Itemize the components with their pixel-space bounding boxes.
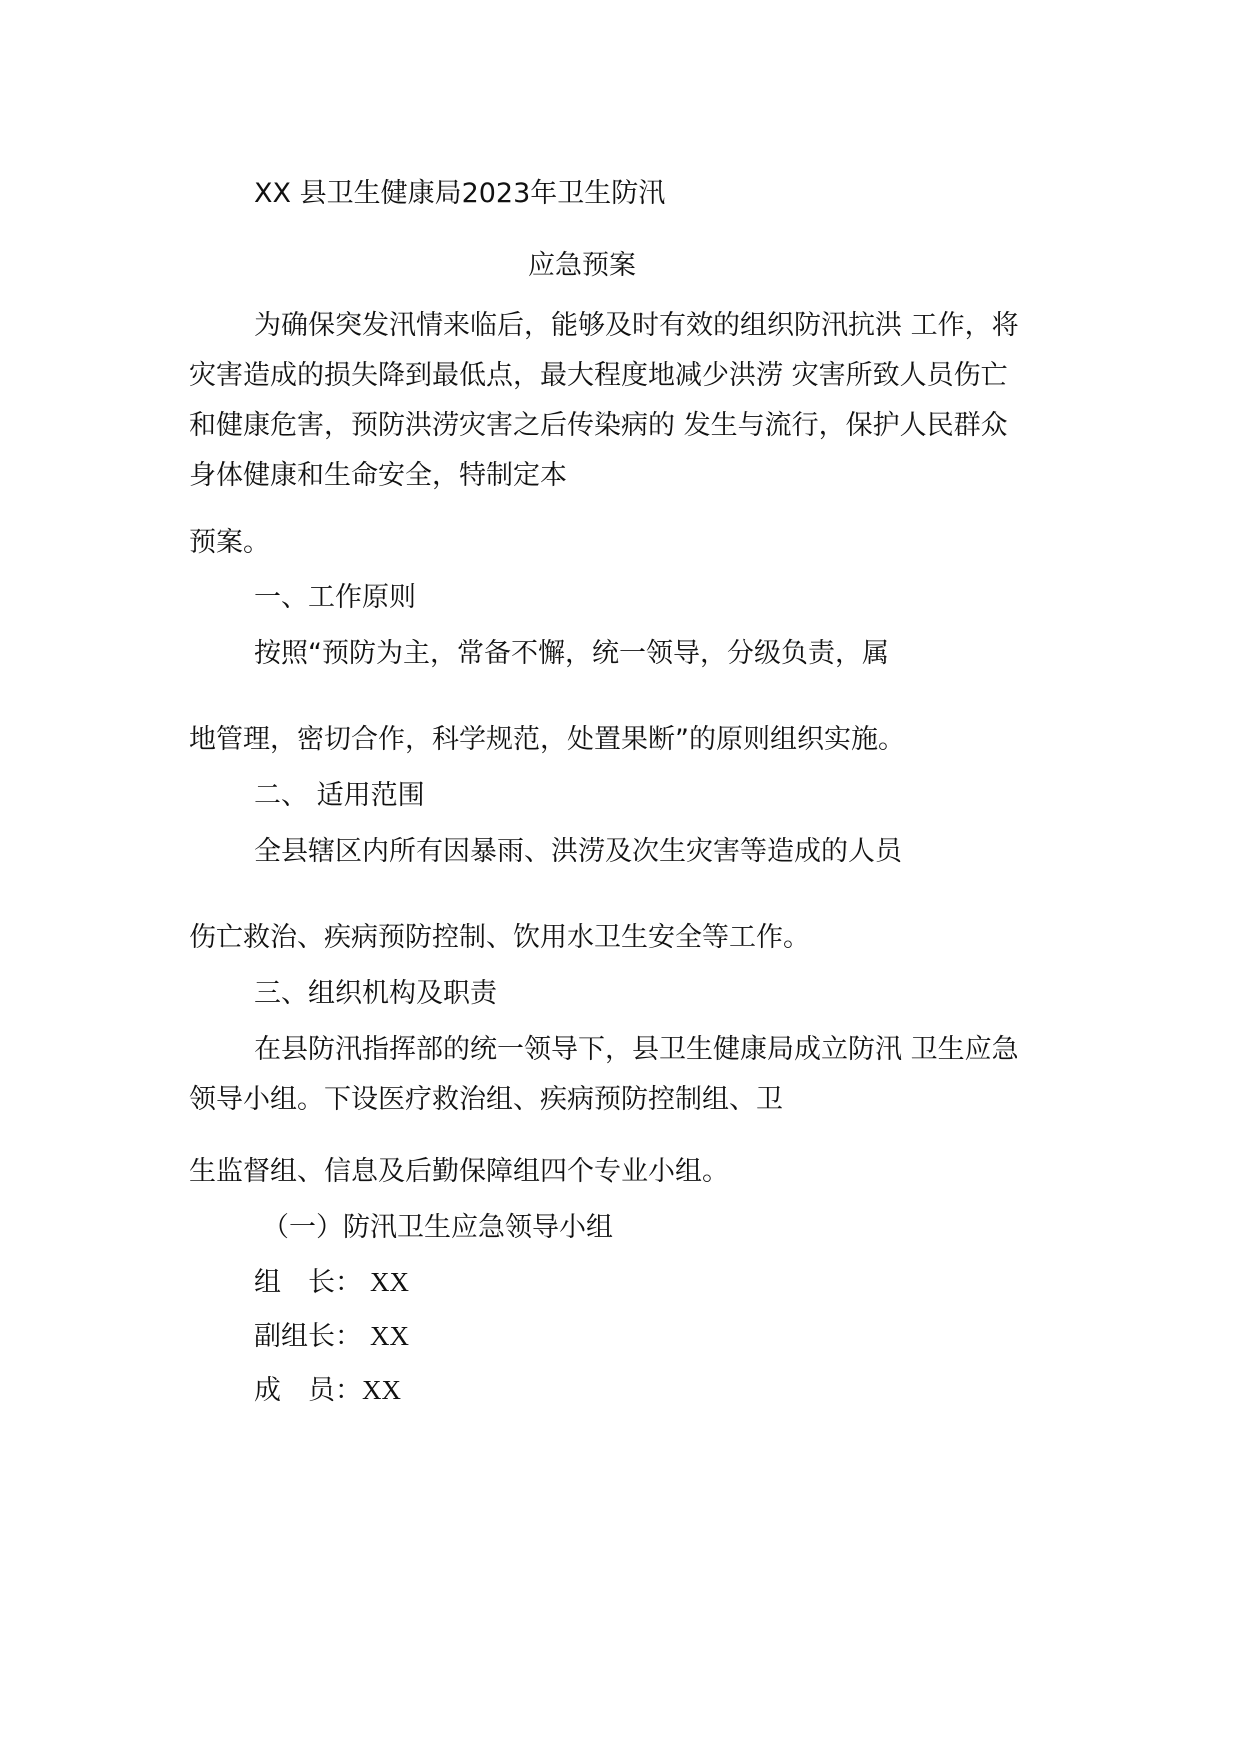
section3-body-line-1: 在县防汛指挥部的统一领导下，县卫生健康局成立防汛 卫生应急 — [254, 1034, 1019, 1065]
intro-line-3: 和健康危害，预防洪涝灾害之后传染病的 发生与流行，保护人民群众 — [189, 410, 1008, 441]
section1-heading: 一、工作原则 — [254, 582, 416, 613]
roster-value: XX — [370, 1267, 409, 1297]
intro-line-5: 预案。 — [189, 527, 270, 558]
section3-body-line-2: 领导小组。下设医疗救治组、疾病预防控制组、卫 — [189, 1084, 783, 1115]
roster-label: 组 长： — [254, 1267, 362, 1298]
roster-row-members — [254, 1372, 401, 1409]
section2-body-line-2: 伤亡救治、疾病预防控制、饮用水卫生安全等工作。 — [189, 922, 810, 953]
intro-line-2: 灾害造成的损失降到最低点，最大程度地减少洪涝 灾害所致人员伤亡 — [189, 360, 1008, 391]
roster-row-deputy — [254, 1318, 409, 1355]
section2-heading: 二、 适用范围 — [254, 780, 425, 811]
document-title-line2: 应急预案 — [528, 250, 636, 281]
section1-body-line-2: 地管理，密切合作，科学规范，处置果断”的原则组织实施。 — [189, 724, 905, 755]
roster-value: XX — [370, 1321, 409, 1351]
document-title-line1: XX 县卫生健康局2023年卫生防汛 — [254, 178, 666, 209]
section1-body-line-1: 按照“预防为主，常备不懈，统一领导，分级负责，属 — [254, 638, 889, 669]
roster-value: XX — [362, 1375, 401, 1405]
section3-body-line-3: 生监督组、信息及后勤保障组四个专业小组。 — [189, 1156, 729, 1187]
section3-heading: 三、组织机构及职责 — [254, 978, 497, 1009]
intro-line-4: 身体健康和生命安全，特制定本 — [189, 460, 567, 491]
section3-subheading: （一）防汛卫生应急领导小组 — [262, 1212, 613, 1243]
roster-label: 副组长： — [254, 1321, 362, 1352]
roster-row-leader — [254, 1264, 409, 1301]
roster-label: 成 员： — [254, 1375, 362, 1406]
intro-line-1: 为确保突发汛情来临后，能够及时有效的组织防汛抗洪 工作，将 — [254, 310, 1019, 341]
section2-body-line-1: 全县辖区内所有因暴雨、洪涝及次生灾害等造成的人员 — [254, 836, 902, 867]
